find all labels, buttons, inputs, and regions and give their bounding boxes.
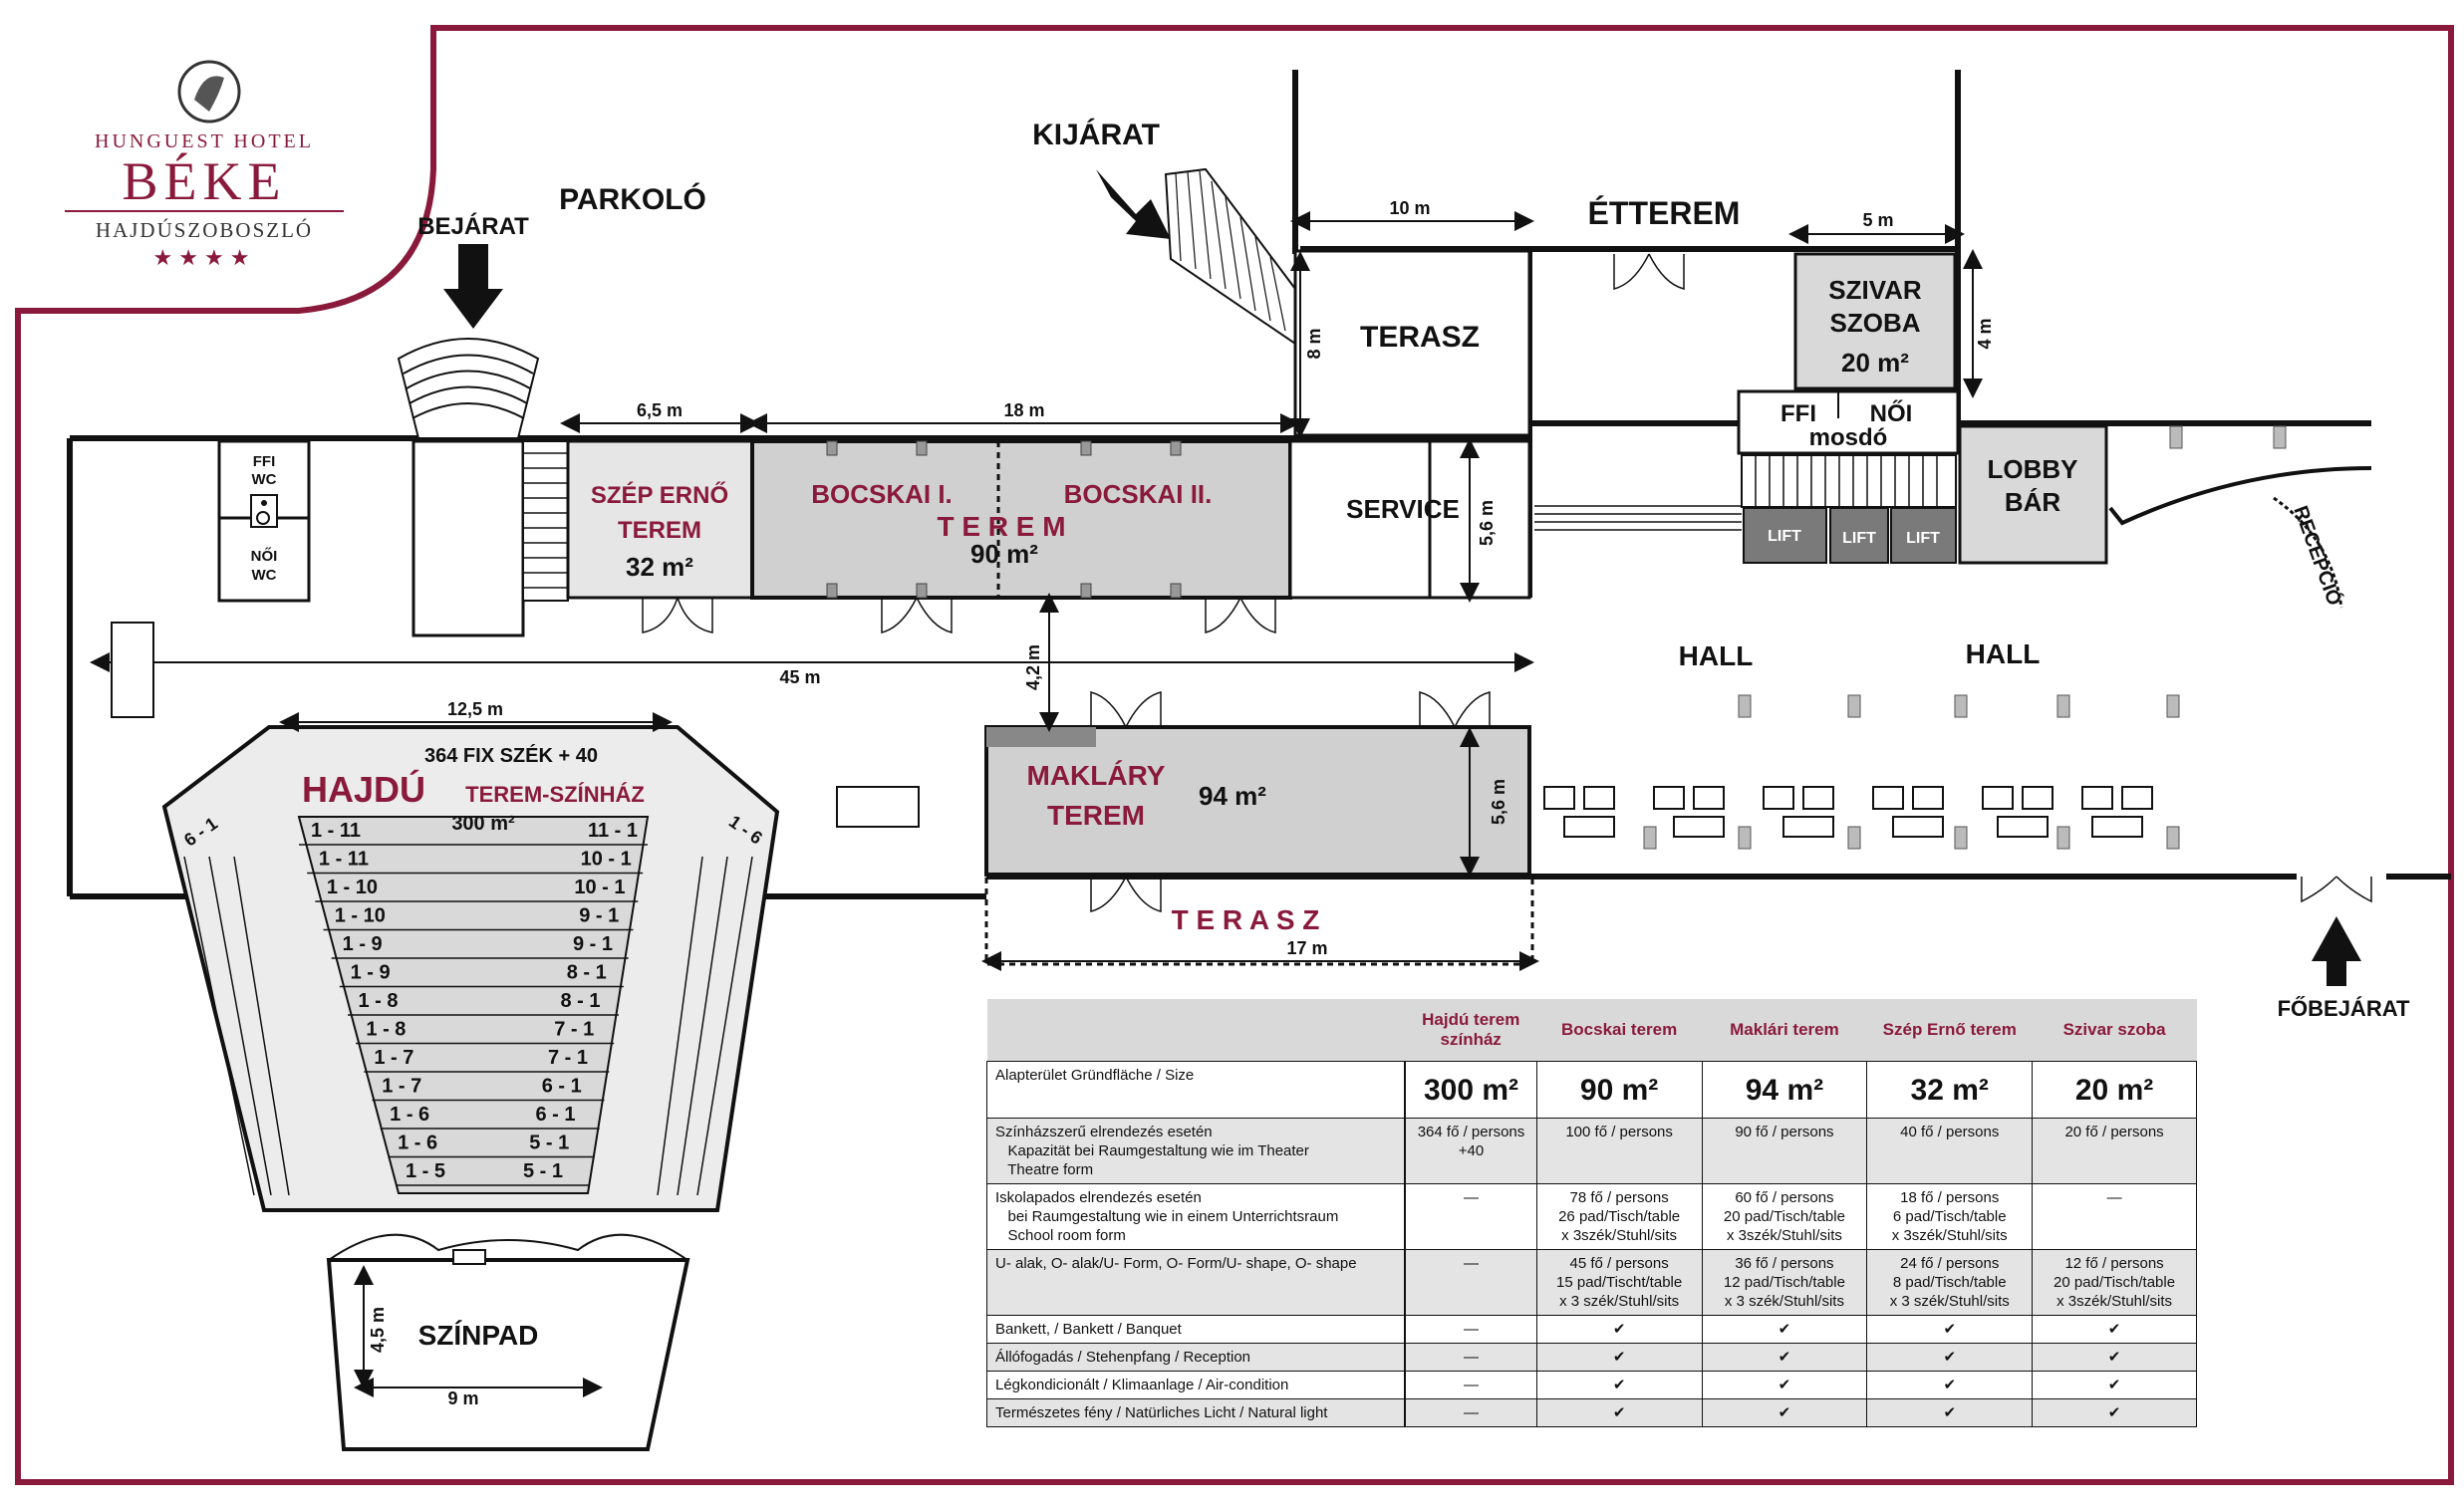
mosdo-noi-label: NŐI [1869,400,1913,427]
table-cell: 45 fő / persons 15 pad/Tischt/table x 3 szék/Stuhl/sits [1536,1250,1702,1316]
table-cell: 94 m² [1702,1062,1867,1119]
table-cell: 24 fő / persons 8 pad/Tisch/table x 3 szék/Stuhl/sits [1867,1250,2033,1316]
table-cell: ✔ [1536,1316,1702,1344]
bocskai-2-label: BOCSKAI II. [1063,479,1213,509]
terasz-bottom-label: T E R A S Z [1171,904,1320,935]
noi-wc-label-1: NŐI [250,548,278,565]
bocskai-terem-label: T E R E M [937,511,1066,542]
table-cell: ✔ [2033,1399,2197,1427]
lift-2-label: LIFT [1842,530,1876,547]
seat-row-left: 1 - 11 [318,848,369,871]
logo-name: BÉKE [122,151,287,211]
table-row-label: Természetes fény / Natürliches Licht / Natural light [987,1399,1406,1427]
dim-45s: 4,5 m [368,1306,388,1354]
table-cell: 364 fő / persons +40 [1405,1119,1536,1184]
table-cell: ✔ [1867,1399,2033,1427]
table-cell: ✔ [2033,1372,2197,1399]
table-cell: 20 fő / persons [2033,1119,2197,1184]
logo-brand-line: HUNGUEST HOTEL [95,130,314,152]
seat-row-right: 5 - 1 [529,1132,570,1154]
fobejarat-label: FŐBEJÁRAT [2277,996,2410,1021]
szep-erno-label-2: TEREM [618,517,701,544]
table-row-label: Iskolapados elrendezés esetén bei Raumgestaltung wie in einem Unterrichtsraum School room form [987,1184,1406,1250]
table-row-label: Állófogadás / Stehenpfang / Reception [987,1344,1406,1372]
table-cell: — [1405,1250,1536,1316]
dim-10: 10 m [1389,198,1431,218]
seat-row-right: 7 - 1 [554,1018,595,1041]
table-cell: ✔ [1867,1372,2033,1399]
table-row-label: Alapterület Gründfläche / Size [987,1062,1406,1119]
ffi-wc-label-2: WC [251,471,277,488]
seat-row-right: 6 - 1 [541,1075,582,1098]
dim-56b: 5,6 m [1489,778,1508,826]
lift-1-label: LIFT [1768,528,1801,545]
main-entrance-arrow-icon [2312,916,2361,986]
seat-row-right: 8 - 1 [566,961,607,984]
table-row [987,1062,2197,1119]
parkolo-label: PARKOLÓ [559,183,706,216]
table-cell: — [1405,1184,1536,1250]
seat-row-right: 7 - 1 [547,1047,588,1069]
logo-stars: ★★★★ [152,245,256,270]
lift-3-label: LIFT [1906,530,1940,547]
table-row [987,1119,2197,1184]
table-row [987,1372,2197,1399]
ffi-wc-label-1: FFI [252,453,276,470]
seat-row-right: 9 - 1 [579,904,620,927]
szivar-area: 20 m² [1841,348,1909,378]
hajdu-big-label: HAJDÚ [301,769,426,810]
dim-9: 9 m [447,1388,479,1408]
seat-row-left: 1 - 5 [406,1160,446,1182]
kijarat-label: KIJÁRAT [1032,119,1160,151]
table-cell: ✔ [1867,1344,2033,1372]
table-header-cell: Maklári terem [1702,999,1867,1062]
bejarat-label: BEJÁRAT [417,213,529,240]
table-cell: ✔ [1702,1399,1867,1427]
fix-szek-label: 364 FIX SZÉK + 40 [424,745,598,767]
table-row [987,1399,2197,1427]
seat-row-right: 6 - 1 [535,1104,576,1126]
exit-stairs [1166,169,1295,344]
table-cell: ✔ [1867,1316,2033,1344]
seat-row-left: 1 - 6 [398,1132,438,1154]
szinpad-stage [329,1260,687,1449]
dim-42: 4,2 m [1023,643,1043,691]
table-cell: — [2033,1184,2197,1250]
dim-5: 5 m [1862,210,1894,230]
dim-56a: 5,6 m [1477,499,1497,547]
dim-45: 45 m [779,667,821,687]
seat-row-left: 1 - 9 [350,961,391,984]
seat-row-right: 10 - 1 [580,848,632,871]
table-header-cell: Szivar szoba [2033,999,2197,1062]
wheelchair-icon [251,495,277,527]
table-row [987,1316,2197,1344]
table-cell: ✔ [2033,1316,2197,1344]
seat-row-left: 1 - 8 [358,990,399,1012]
lift-3 [1891,508,1956,563]
table-header-cell: Szép Ernő terem [1867,999,2033,1062]
table-cell: ✔ [1702,1344,1867,1372]
lift-1 [1744,508,1826,563]
table-cell: ✔ [1536,1399,1702,1427]
table-header-cell [987,999,1406,1062]
table-header-cell: Hajdú terem színház [1405,999,1536,1062]
seat-row-left: 1 - 8 [366,1018,407,1041]
hajdu-rest-label: TEREM-SZÍNHÁZ [465,782,645,807]
hotel-logo [65,62,344,270]
etterem-label: ÉTTEREM [1587,195,1741,231]
seat-row-left: 1 - 10 [334,904,386,927]
capacity-table [986,999,2197,1427]
table-row [987,1184,2197,1250]
table-cell: ✔ [1536,1372,1702,1399]
entrance-arrow-icon [443,244,503,329]
table-cell: 90 fő / persons [1702,1119,1867,1184]
table-cell: 20 m² [2033,1062,2197,1119]
table-row-label: Légkondicionált / Klimaanlage / Air-condition [987,1372,1406,1399]
table-cell: ✔ [2033,1344,2197,1372]
table-cell: 40 fő / persons [1867,1119,2033,1184]
table-cell: — [1405,1316,1536,1344]
dim-18: 18 m [1003,400,1045,420]
table-cell: 300 m² [1405,1062,1536,1119]
seat-row-left: 1 - 11 [311,820,362,842]
table-cell: — [1405,1372,1536,1399]
table-cell: — [1405,1344,1536,1372]
table-cell: 36 fő / persons 12 pad/Tisch/table x 3 szék/Stuhl/sits [1702,1250,1867,1316]
table-cell: ✔ [1536,1344,1702,1372]
szivar-label-1: SZIVAR [1828,275,1922,305]
table-cell: 12 fő / persons 20 pad/Tisch/table x 3szék/Stuhl/sits [2033,1250,2197,1316]
dim-65: 6,5 m [636,400,684,420]
lobby-label-2: BÁR [2004,487,2061,517]
table-row-label: U- alak, O- alak/U- Form, O- Form/U- shape, O- shape [987,1250,1406,1316]
maklary-label-2: TEREM [1047,800,1145,831]
table-cell: ✔ [1702,1316,1867,1344]
hall-2-label: HALL [1965,638,2041,669]
seat-row-right: 10 - 1 [574,877,626,898]
maklary-label-1: MAKLÁRY [1026,760,1166,791]
side-right-label: 1 - 6 [724,811,766,849]
table-cell: ✔ [1702,1372,1867,1399]
seat-row-right: 11 - 1 [587,820,638,842]
seat-row-left: 1 - 7 [382,1075,422,1098]
exit-arrow-icon [1096,169,1171,239]
seat-row-right: 8 - 1 [560,990,601,1012]
service-label: SERVICE [1346,494,1460,524]
table-row [987,1344,2197,1372]
table-cell: 18 fő / persons 6 pad/Tisch/table x 3szék/Stuhl/sits [1867,1184,2033,1250]
mosdo-label: mosdó [1808,424,1888,451]
table-row [987,1250,2197,1316]
bocskai-1-label: BOCSKAI I. [811,479,953,509]
hall-1-label: HALL [1678,640,1754,671]
dim-8: 8 m [1304,328,1324,360]
dim-4: 4 m [1975,318,1995,350]
szivar-label-2: SZOBA [1829,308,1921,338]
seat-row-right: 5 - 1 [522,1160,563,1182]
table-cell: — [1405,1399,1536,1427]
seat-row-left: 1 - 6 [390,1104,430,1126]
noi-wc-label-2: WC [251,567,277,584]
szinpad-label: SZÍNPAD [417,1320,539,1351]
seat-row-left: 1 - 10 [326,877,378,898]
dim-125: 12,5 m [446,699,504,719]
szep-erno-area: 32 m² [626,552,693,582]
recepcio-label: RECEPCIÓ [2289,503,2345,609]
table-cell: 100 fő / persons [1536,1119,1702,1184]
lift-2 [1830,508,1888,563]
side-left-label: 6 - 1 [180,813,222,851]
hajdu-area: 300 m² [451,813,515,835]
mosdo-ffi-label: FFI [1780,400,1816,427]
table-cell: 60 fő / persons 20 pad/Tisch/table x 3szék/Stuhl/sits [1702,1184,1867,1250]
table-cell: 78 fő / persons 26 pad/Tisch/table x 3szék/Stuhl/sits [1536,1184,1702,1250]
seat-row-left: 1 - 7 [374,1047,414,1069]
seat-row-right: 9 - 1 [572,933,613,955]
table-row-label: Bankett, / Bankett / Banquet [987,1316,1406,1344]
entrance-canopy [399,339,538,438]
table-header-row [987,999,2197,1062]
table-cell: 90 m² [1536,1062,1702,1119]
table-row-label: Színházszerű elrendezés esetén Kapazität bei Raumgestaltung wie im Theater Theatre form [987,1119,1406,1184]
bocskai-area: 90 m² [970,539,1038,569]
maklary-area: 94 m² [1199,781,1266,811]
terasz-top-label: TERASZ [1360,321,1480,354]
table-cell: 32 m² [1867,1062,2033,1119]
szep-erno-label-1: SZÉP ERNŐ [590,482,729,509]
seat-row-left: 1 - 9 [342,933,383,955]
logo-city: HAJDÚSZOBOSZLÓ [95,218,314,242]
table-header-cell: Bocskai terem [1536,999,1702,1062]
dim-17: 17 m [1286,938,1328,958]
lobby-label-1: LOBBY [1987,454,2078,484]
